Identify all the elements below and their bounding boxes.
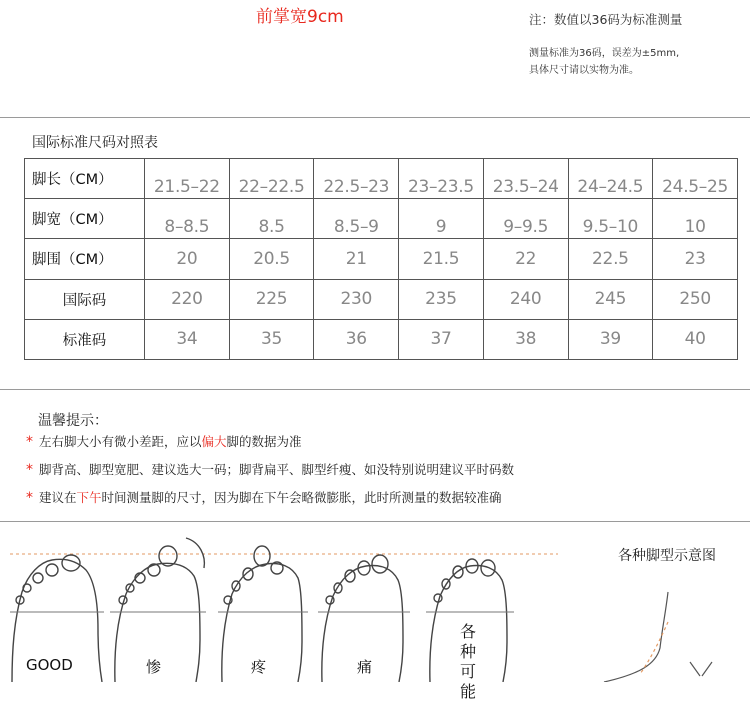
table-cell: 35 bbox=[229, 319, 314, 359]
tip-bullet-star: * bbox=[26, 462, 33, 478]
table-cell: 22.5–23 bbox=[314, 159, 399, 199]
table-cell: 245 bbox=[568, 279, 653, 319]
table-cell: 24–24.5 bbox=[568, 159, 653, 199]
foot-label-3: 疼 bbox=[251, 658, 267, 676]
table-cell: 22–22.5 bbox=[229, 159, 314, 199]
tip-line-2: * 脚背高、脚型宽肥、建议选大一码；脚背扁平、脚型纤瘦、如没特别说明建议平时码数 bbox=[26, 462, 515, 478]
table-cell: 21.5 bbox=[399, 239, 484, 279]
table-cell: 23.5–24 bbox=[483, 159, 568, 199]
foot-label-2: 惨 bbox=[146, 658, 162, 676]
highlight-text: 下午 bbox=[76, 490, 102, 505]
tip-line-3: * 建议在下午时间测量脚的尺寸，因为脚在下午会略微膨胀，此时所测量的数据较准确 bbox=[26, 490, 502, 506]
table-cell: 20.5 bbox=[229, 239, 314, 279]
foot-types-title: 各种脚型示意图 bbox=[618, 548, 716, 564]
table-cell: 23 bbox=[653, 239, 738, 279]
table-cell: 9–9.5 bbox=[483, 199, 568, 239]
table-cell: 21 bbox=[314, 239, 399, 279]
tips-title: 温馨提示： bbox=[38, 413, 108, 429]
table-row bbox=[25, 159, 738, 199]
foot-label-vertical: 各 种 可 能 bbox=[459, 622, 476, 701]
tip-bullet-star: * bbox=[26, 434, 33, 450]
foot-label-good: GOOD bbox=[26, 656, 73, 674]
table-cell: 220 bbox=[145, 279, 230, 319]
table-row bbox=[25, 199, 738, 239]
table-cell: 235 bbox=[399, 279, 484, 319]
table-cell: 250 bbox=[653, 279, 738, 319]
highlight-text: 偏大 bbox=[201, 434, 227, 449]
size-chart-table bbox=[24, 158, 738, 360]
table-cell: 22 bbox=[483, 239, 568, 279]
table-cell: 21.5–22 bbox=[145, 159, 230, 199]
table-row bbox=[25, 319, 738, 359]
divider-middle bbox=[0, 389, 750, 390]
foot-label-4: 痛 bbox=[357, 658, 373, 676]
table-cell: 39 bbox=[568, 319, 653, 359]
divider-bottom bbox=[0, 521, 750, 522]
measurement-note-line1: 测量标准为36码，误差为±5mm, bbox=[529, 48, 680, 59]
table-cell: 40 bbox=[653, 319, 738, 359]
table-row bbox=[25, 239, 738, 279]
table-cell: 8–8.5 bbox=[145, 199, 230, 239]
tip-line-1: * 左右脚大小有微小差距，应以偏大脚的数据为准 bbox=[26, 434, 302, 450]
divider-top bbox=[0, 117, 750, 118]
table-cell: 38 bbox=[483, 319, 568, 359]
table-cell: 225 bbox=[229, 279, 314, 319]
tip-bullet-star: * bbox=[26, 490, 33, 506]
table-cell: 34 bbox=[145, 319, 230, 359]
table-cell: 36 bbox=[314, 319, 399, 359]
table-cell: 37 bbox=[399, 319, 484, 359]
table-cell: 10 bbox=[653, 199, 738, 239]
table-row bbox=[25, 279, 738, 319]
table-cell: 22.5 bbox=[568, 239, 653, 279]
table-cell: 24.5–25 bbox=[653, 159, 738, 199]
foot-side-profile bbox=[604, 592, 712, 682]
table-cell: 23–23.5 bbox=[399, 159, 484, 199]
row-header: 国际码 bbox=[25, 279, 145, 319]
measurement-note-title: 注：数值以36码为标准测量 bbox=[529, 12, 683, 27]
row-header: 脚围（CM） bbox=[25, 239, 145, 279]
size-table-title: 国际标准尺码对照表 bbox=[32, 135, 158, 151]
forefoot-width-note: 前掌宽9cm bbox=[256, 7, 344, 27]
row-header: 脚长（CM） bbox=[25, 159, 145, 199]
row-header: 标准码 bbox=[25, 319, 145, 359]
measurement-note-line2: 具体尺寸请以实物为准。 bbox=[529, 65, 639, 76]
table-cell: 230 bbox=[314, 279, 399, 319]
row-header: 脚宽（CM） bbox=[25, 199, 145, 239]
table-cell: 9 bbox=[399, 199, 484, 239]
table-cell: 8.5–9 bbox=[314, 199, 399, 239]
table-cell: 20 bbox=[145, 239, 230, 279]
table-cell: 8.5 bbox=[229, 199, 314, 239]
table-cell: 240 bbox=[483, 279, 568, 319]
table-cell: 9.5–10 bbox=[568, 199, 653, 239]
